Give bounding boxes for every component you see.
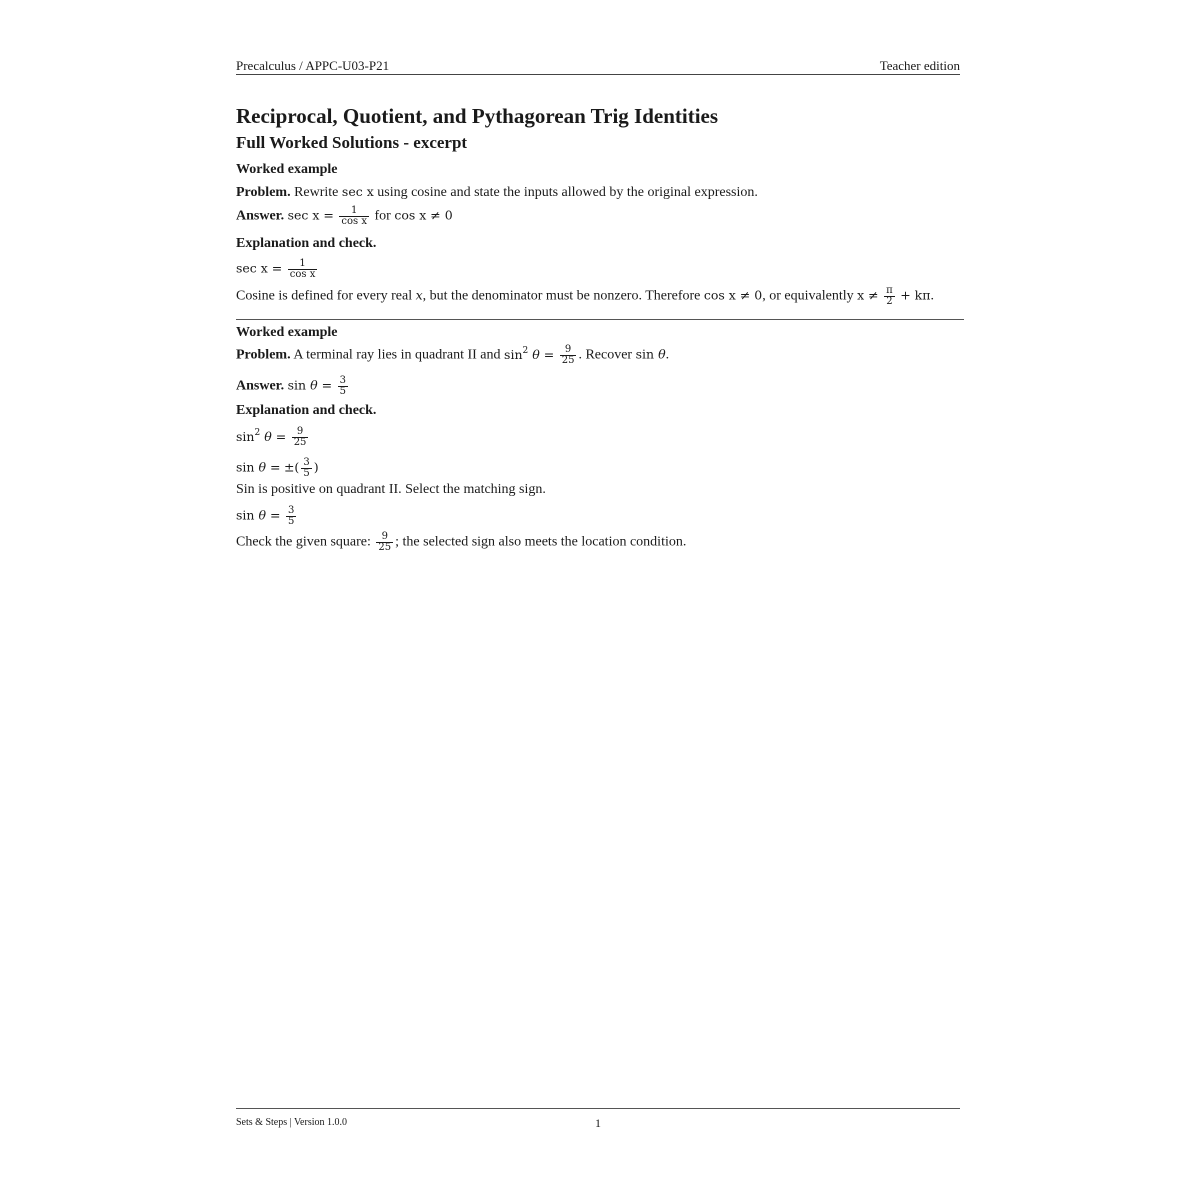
answer-label: Answer. bbox=[236, 208, 285, 224]
math-x: x bbox=[415, 287, 423, 303]
math-sin-theta bbox=[288, 378, 332, 393]
sin-label: sin bbox=[504, 346, 523, 362]
math-fraction-3-5 bbox=[286, 506, 296, 527]
fraction-denominator: cos x bbox=[289, 269, 316, 280]
line-end: . bbox=[930, 288, 934, 304]
sin-label: sin bbox=[287, 377, 307, 393]
header-edition: Teacher edition bbox=[879, 58, 960, 73]
math-sin-theta bbox=[236, 508, 280, 523]
equals: = bbox=[543, 346, 555, 362]
example2-sign-line: Sin is positive on quadrant II. Select the matching sign. bbox=[236, 482, 546, 497]
answer-label: Answer. bbox=[236, 378, 285, 394]
page-subtitle: Full Worked Solutions - excerpt bbox=[236, 133, 468, 152]
example2-heading: Worked example bbox=[236, 325, 338, 340]
math-fraction-pi-over-2 bbox=[884, 286, 895, 307]
sin-label: sin bbox=[236, 428, 255, 444]
fraction-numerator: 3 bbox=[287, 505, 295, 516]
example1-step bbox=[236, 259, 319, 280]
plus-minus-open: ±( bbox=[283, 459, 300, 475]
fraction-numerator: 9 bbox=[560, 345, 577, 356]
paren-close: ) bbox=[313, 459, 319, 475]
example1-heading: Worked example bbox=[236, 162, 338, 177]
equals: = bbox=[269, 459, 281, 475]
example1-problem bbox=[236, 184, 758, 201]
example2-step2 bbox=[236, 458, 319, 479]
theta: θ bbox=[264, 428, 272, 444]
fraction-denominator: 25 bbox=[293, 437, 307, 448]
theta: θ bbox=[658, 346, 666, 362]
sin-label: sin bbox=[635, 346, 655, 362]
page-header bbox=[236, 58, 960, 75]
problem-label: Problem. bbox=[236, 347, 291, 363]
equals: = bbox=[269, 507, 281, 523]
math-sin-squared bbox=[504, 347, 554, 362]
math-fraction-3-5 bbox=[301, 458, 311, 479]
fraction-denominator: cos x bbox=[341, 216, 367, 227]
fraction-numerator: 3 bbox=[303, 457, 310, 468]
example2-step3 bbox=[236, 506, 298, 527]
math-sin-squared bbox=[236, 429, 286, 444]
sin-label: sin bbox=[236, 459, 255, 475]
fraction-denominator: 25 bbox=[561, 355, 575, 366]
fraction-denominator: 25 bbox=[378, 542, 392, 553]
example2-problem bbox=[236, 345, 669, 366]
fraction-numerator: 9 bbox=[292, 427, 309, 438]
problem-text: A terminal ray lies in quadrant II and bbox=[293, 347, 501, 363]
page-title: Reciprocal, Quotient, and Pythagorean Trig Identities bbox=[236, 104, 719, 128]
fraction-numerator: 9 bbox=[376, 532, 393, 543]
math-k-pi: + kπ bbox=[900, 287, 931, 303]
example2-explanation-heading: Explanation and check. bbox=[236, 403, 377, 418]
document-page bbox=[236, 0, 960, 1200]
math-fraction-9-25 bbox=[292, 427, 309, 448]
example2-check-line bbox=[236, 532, 686, 553]
math-fraction-9-25 bbox=[560, 345, 577, 366]
problem-label: Problem. bbox=[236, 185, 291, 200]
example1-explanation-heading: Explanation and check. bbox=[236, 236, 377, 251]
fraction-denominator: 5 bbox=[303, 468, 310, 479]
example2-answer bbox=[236, 376, 350, 397]
math-fraction-3-5 bbox=[338, 376, 348, 397]
example1-answer bbox=[236, 206, 453, 227]
fraction-numerator: 3 bbox=[339, 375, 346, 386]
answer-for: for bbox=[374, 208, 391, 224]
line-text: Cosine is defined for every real bbox=[236, 288, 413, 304]
fraction-denominator: 2 bbox=[886, 296, 893, 307]
math-sec-x: sec x bbox=[341, 184, 374, 199]
fraction-numerator: 1 bbox=[339, 206, 369, 217]
check-text: ; the selected sign also meets the location condition. bbox=[395, 534, 687, 550]
page-footer bbox=[236, 1108, 960, 1130]
fraction-denominator: 5 bbox=[339, 386, 346, 397]
equals: = bbox=[321, 377, 333, 393]
line-text: , or equivalently bbox=[762, 288, 854, 304]
example1-domain-line bbox=[236, 286, 934, 307]
theta: θ bbox=[258, 507, 266, 523]
theta: θ bbox=[310, 377, 318, 393]
footer-version: Sets & Steps | Version 1.0.0 bbox=[236, 1117, 347, 1128]
math-sin-theta bbox=[636, 347, 666, 362]
math-fraction-9-25 bbox=[376, 532, 393, 553]
fraction-numerator: π bbox=[886, 285, 893, 296]
exponent: 2 bbox=[254, 427, 261, 438]
problem-text: . Recover bbox=[578, 347, 633, 363]
line-text: , but the denominator must be nonzero. Therefore bbox=[422, 288, 701, 304]
math-fraction bbox=[288, 259, 318, 280]
math-x-neq: x ≠ bbox=[857, 287, 879, 303]
header-course: Precalculus / APPC-U03-P21 bbox=[236, 58, 390, 73]
sin-label: sin bbox=[236, 507, 255, 523]
problem-end: . bbox=[665, 347, 670, 363]
math-condition: cos x ≠ 0 bbox=[394, 207, 453, 223]
equals: = bbox=[275, 428, 287, 444]
check-text: Check the given square: bbox=[236, 534, 371, 550]
section-divider bbox=[236, 319, 964, 320]
problem-text: using cosine and state the inputs allowed by the original expression. bbox=[377, 185, 758, 200]
fraction-denominator: 5 bbox=[287, 516, 295, 527]
math-fraction bbox=[339, 206, 369, 227]
problem-text: Rewrite bbox=[294, 185, 339, 200]
theta: θ bbox=[258, 459, 266, 475]
page-number: 1 bbox=[595, 1116, 601, 1130]
theta: θ bbox=[532, 346, 540, 362]
math-condition: cos x ≠ 0 bbox=[703, 287, 763, 303]
math-sin-theta bbox=[236, 460, 280, 475]
fraction-numerator: 1 bbox=[288, 259, 318, 270]
exponent: 2 bbox=[522, 345, 529, 356]
math-sec-lhs: sec x = bbox=[287, 207, 334, 223]
example2-step1 bbox=[236, 427, 310, 448]
math-sec-lhs: sec x = bbox=[236, 260, 283, 276]
